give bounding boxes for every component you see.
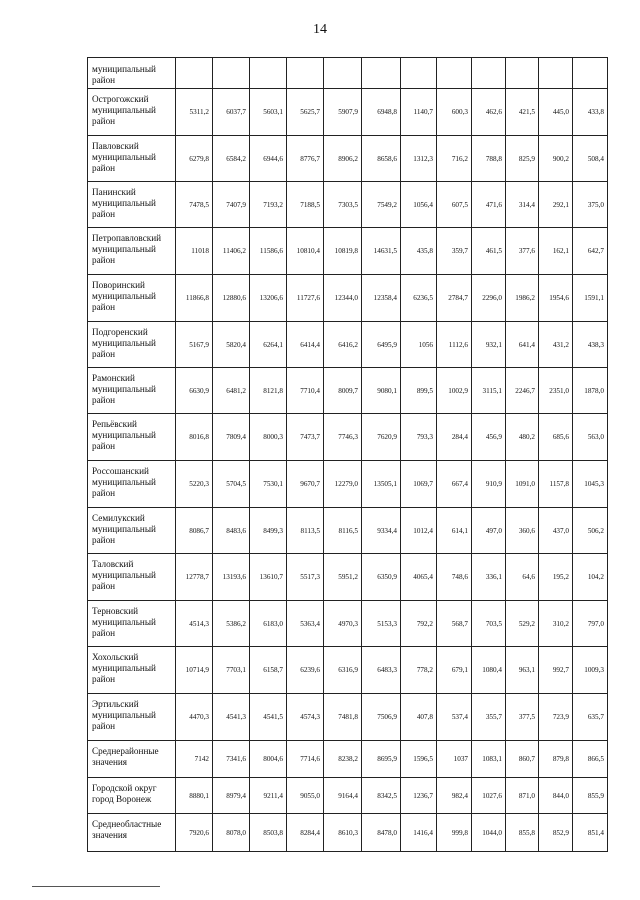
table-row: [88, 275, 608, 322]
value-cell: 855,9: [573, 778, 608, 814]
value-cell: 7188,5: [287, 182, 324, 228]
value-cell: 310,2: [539, 601, 573, 647]
value-cell: 5220,3: [176, 461, 213, 508]
value-cell: 5625,7: [287, 89, 324, 136]
value-cell: 195,2: [539, 554, 573, 601]
value-cell: 7341,6: [213, 741, 250, 778]
table-row: [88, 508, 608, 554]
value-cell: 716,2: [437, 136, 472, 182]
value-cell: [573, 58, 608, 89]
value-cell: 6630,9: [176, 368, 213, 414]
value-cell: 5363,4: [287, 601, 324, 647]
value-cell: 1012,4: [401, 508, 437, 554]
value-cell: 377,5: [506, 694, 539, 741]
value-cell: 635,7: [573, 694, 608, 741]
value-cell: 13610,7: [250, 554, 287, 601]
value-cell: 377,6: [506, 228, 539, 275]
value-cell: 10819,8: [324, 228, 362, 275]
row-name-cell: Семилукский муниципальный район: [88, 508, 176, 554]
value-cell: 8009,7: [324, 368, 362, 414]
table-row: [88, 368, 608, 414]
value-cell: 104,2: [573, 554, 608, 601]
value-cell: 8610,3: [324, 814, 362, 852]
value-cell: 855,8: [506, 814, 539, 852]
value-cell: 8284,4: [287, 814, 324, 852]
value-cell: 5517,3: [287, 554, 324, 601]
value-cell: 6236,5: [401, 275, 437, 322]
value-cell: 4970,3: [324, 601, 362, 647]
value-cell: 456,9: [472, 414, 506, 461]
value-cell: 11586,6: [250, 228, 287, 275]
value-cell: 797,0: [573, 601, 608, 647]
value-cell: 642,7: [573, 228, 608, 275]
table-row: [88, 694, 608, 741]
value-cell: 6416,2: [324, 322, 362, 368]
value-cell: 64,6: [506, 554, 539, 601]
value-cell: 13206,6: [250, 275, 287, 322]
row-name-cell: Петропавловский муниципальный район: [88, 228, 176, 275]
value-cell: 437,0: [539, 508, 573, 554]
value-cell: 1312,3: [401, 136, 437, 182]
value-cell: [250, 58, 287, 89]
value-cell: 4541,3: [213, 694, 250, 741]
value-cell: 7920,6: [176, 814, 213, 852]
value-cell: 568,7: [437, 601, 472, 647]
value-cell: 4574,3: [287, 694, 324, 741]
value-cell: 11866,8: [176, 275, 213, 322]
value-cell: [437, 58, 472, 89]
value-cell: 1591,1: [573, 275, 608, 322]
value-cell: 5603,1: [250, 89, 287, 136]
value-cell: 7710,4: [287, 368, 324, 414]
value-cell: 1140,7: [401, 89, 437, 136]
value-cell: 7303,5: [324, 182, 362, 228]
value-cell: 852,9: [539, 814, 573, 852]
value-cell: 748,6: [437, 554, 472, 601]
value-cell: 6414,4: [287, 322, 324, 368]
value-cell: 1157,8: [539, 461, 573, 508]
value-cell: [539, 58, 573, 89]
value-cell: 462,6: [472, 89, 506, 136]
value-cell: 871,0: [506, 778, 539, 814]
value-cell: 1044,0: [472, 814, 506, 852]
value-cell: 9055,0: [287, 778, 324, 814]
value-cell: 5704,5: [213, 461, 250, 508]
value-cell: 788,8: [472, 136, 506, 182]
value-cell: 563,0: [573, 414, 608, 461]
value-cell: 1596,5: [401, 741, 437, 778]
value-cell: 292,1: [539, 182, 573, 228]
table-body: [88, 58, 608, 852]
value-cell: [362, 58, 401, 89]
row-name-cell: Среднеобластные значения: [88, 814, 176, 852]
value-cell: 7481,8: [324, 694, 362, 741]
table-row: [88, 647, 608, 694]
value-cell: 438,3: [573, 322, 608, 368]
value-cell: 480,2: [506, 414, 539, 461]
value-cell: 932,1: [472, 322, 506, 368]
row-name-cell: Среднерайонные значения: [88, 741, 176, 778]
value-cell: 5167,9: [176, 322, 213, 368]
value-cell: 10714,9: [176, 647, 213, 694]
value-cell: 2246,7: [506, 368, 539, 414]
value-cell: 471,6: [472, 182, 506, 228]
value-cell: 6948,8: [362, 89, 401, 136]
value-cell: 4470,3: [176, 694, 213, 741]
value-cell: 7620,9: [362, 414, 401, 461]
value-cell: 8483,6: [213, 508, 250, 554]
value-cell: 963,1: [506, 647, 539, 694]
value-cell: 1954,6: [539, 275, 573, 322]
table-row: [88, 814, 608, 852]
value-cell: 162,1: [539, 228, 573, 275]
row-name-cell: Хохольский муниципальный район: [88, 647, 176, 694]
value-cell: 8880,1: [176, 778, 213, 814]
value-cell: 9334,4: [362, 508, 401, 554]
value-cell: 13193,6: [213, 554, 250, 601]
value-cell: 8342,5: [362, 778, 401, 814]
table-row: [88, 554, 608, 601]
value-cell: 899,5: [401, 368, 437, 414]
value-cell: 8776,7: [287, 136, 324, 182]
row-name-cell: Терновский муниципальный район: [88, 601, 176, 647]
value-cell: 3115,1: [472, 368, 506, 414]
value-cell: 8004,6: [250, 741, 287, 778]
value-cell: 355,7: [472, 694, 506, 741]
value-cell: 8086,7: [176, 508, 213, 554]
value-cell: 614,1: [437, 508, 472, 554]
value-cell: 992,7: [539, 647, 573, 694]
value-cell: 8121,8: [250, 368, 287, 414]
value-cell: 9080,1: [362, 368, 401, 414]
value-cell: 8116,5: [324, 508, 362, 554]
value-cell: 860,7: [506, 741, 539, 778]
value-cell: 7549,2: [362, 182, 401, 228]
value-cell: 679,1: [437, 647, 472, 694]
value-cell: 1056,4: [401, 182, 437, 228]
value-cell: 4065,4: [401, 554, 437, 601]
row-name-cell: Репьёвский муниципальный район: [88, 414, 176, 461]
footer-rule: [32, 886, 160, 887]
value-cell: [472, 58, 506, 89]
value-cell: 5820,4: [213, 322, 250, 368]
value-cell: 7530,1: [250, 461, 287, 508]
value-cell: 825,9: [506, 136, 539, 182]
row-name-cell: Павловский муниципальный район: [88, 136, 176, 182]
value-cell: 600,3: [437, 89, 472, 136]
value-cell: 375,0: [573, 182, 608, 228]
value-cell: 314,4: [506, 182, 539, 228]
table-row: [88, 741, 608, 778]
value-cell: 7473,7: [287, 414, 324, 461]
value-cell: 336,1: [472, 554, 506, 601]
row-name-cell: Острогожский муниципальный район: [88, 89, 176, 136]
value-cell: 6239,6: [287, 647, 324, 694]
value-cell: 12880,6: [213, 275, 250, 322]
value-cell: 2296,0: [472, 275, 506, 322]
row-name-cell: Городской округ город Воронеж: [88, 778, 176, 814]
value-cell: 1112,6: [437, 322, 472, 368]
value-cell: 12778,7: [176, 554, 213, 601]
value-cell: 5153,3: [362, 601, 401, 647]
value-cell: 982,4: [437, 778, 472, 814]
row-name-cell: Россошанский муниципальный район: [88, 461, 176, 508]
value-cell: 7478,5: [176, 182, 213, 228]
value-cell: 11727,6: [287, 275, 324, 322]
value-cell: 793,3: [401, 414, 437, 461]
value-cell: 8078,0: [213, 814, 250, 852]
value-cell: 1080,4: [472, 647, 506, 694]
value-cell: 9164,4: [324, 778, 362, 814]
value-cell: 5311,2: [176, 89, 213, 136]
value-cell: 1069,7: [401, 461, 437, 508]
value-cell: 6183,0: [250, 601, 287, 647]
value-cell: 12279,0: [324, 461, 362, 508]
table-row: [88, 414, 608, 461]
value-cell: 1045,3: [573, 461, 608, 508]
value-cell: 2784,7: [437, 275, 472, 322]
value-cell: 431,2: [539, 322, 573, 368]
value-cell: 12358,4: [362, 275, 401, 322]
value-cell: 497,0: [472, 508, 506, 554]
value-cell: [506, 58, 539, 89]
value-cell: 1986,2: [506, 275, 539, 322]
data-table: [87, 57, 608, 852]
value-cell: 8113,5: [287, 508, 324, 554]
table-row: [88, 89, 608, 136]
value-cell: 12344,0: [324, 275, 362, 322]
value-cell: 508,4: [573, 136, 608, 182]
value-cell: [324, 58, 362, 89]
value-cell: 8658,6: [362, 136, 401, 182]
value-cell: 6584,2: [213, 136, 250, 182]
value-cell: 703,5: [472, 601, 506, 647]
value-cell: 792,2: [401, 601, 437, 647]
value-cell: 13505,1: [362, 461, 401, 508]
value-cell: 910,9: [472, 461, 506, 508]
value-cell: 8016,8: [176, 414, 213, 461]
value-cell: 435,8: [401, 228, 437, 275]
value-cell: 5907,9: [324, 89, 362, 136]
value-cell: 284,4: [437, 414, 472, 461]
table-row: [88, 322, 608, 368]
value-cell: 1037: [437, 741, 472, 778]
value-cell: 6264,1: [250, 322, 287, 368]
value-cell: 506,2: [573, 508, 608, 554]
row-name-cell: Панинский муниципальный район: [88, 182, 176, 228]
value-cell: [401, 58, 437, 89]
value-cell: 6350,9: [362, 554, 401, 601]
value-cell: 7809,4: [213, 414, 250, 461]
value-cell: 1009,3: [573, 647, 608, 694]
value-cell: 407,8: [401, 694, 437, 741]
value-cell: 8499,3: [250, 508, 287, 554]
value-cell: 8695,9: [362, 741, 401, 778]
value-cell: 7703,1: [213, 647, 250, 694]
value-cell: 461,5: [472, 228, 506, 275]
value-cell: 6037,7: [213, 89, 250, 136]
value-cell: 11018: [176, 228, 213, 275]
row-name-cell: Подгоренский муниципальный район: [88, 322, 176, 368]
value-cell: 8238,2: [324, 741, 362, 778]
page-number: 14: [313, 22, 327, 37]
value-cell: 844,0: [539, 778, 573, 814]
value-cell: 2351,0: [539, 368, 573, 414]
value-cell: 1002,9: [437, 368, 472, 414]
value-cell: 723,9: [539, 694, 573, 741]
row-name-cell: Поворинский муниципальный район: [88, 275, 176, 322]
value-cell: 866,5: [573, 741, 608, 778]
value-cell: 1027,6: [472, 778, 506, 814]
value-cell: 6316,9: [324, 647, 362, 694]
value-cell: 1236,7: [401, 778, 437, 814]
row-name-cell: Рамонский муниципальный район: [88, 368, 176, 414]
value-cell: 685,6: [539, 414, 573, 461]
value-cell: 4541,5: [250, 694, 287, 741]
value-cell: 641,4: [506, 322, 539, 368]
row-name-cell: Эртильский муниципальный район: [88, 694, 176, 741]
value-cell: 6944,6: [250, 136, 287, 182]
value-cell: 421,5: [506, 89, 539, 136]
value-cell: 9670,7: [287, 461, 324, 508]
value-cell: [287, 58, 324, 89]
table-row: [88, 182, 608, 228]
table-row: [88, 461, 608, 508]
value-cell: 445,0: [539, 89, 573, 136]
value-cell: 8000,3: [250, 414, 287, 461]
table-row: [88, 601, 608, 647]
value-cell: 1083,1: [472, 741, 506, 778]
value-cell: 8503,8: [250, 814, 287, 852]
value-cell: 10810,4: [287, 228, 324, 275]
value-cell: 1091,0: [506, 461, 539, 508]
value-cell: 433,8: [573, 89, 608, 136]
value-cell: 4514,3: [176, 601, 213, 647]
value-cell: 5386,2: [213, 601, 250, 647]
table-row: [88, 778, 608, 814]
value-cell: 359,7: [437, 228, 472, 275]
value-cell: 7506,9: [362, 694, 401, 741]
value-cell: 7714,6: [287, 741, 324, 778]
table-row: [88, 58, 608, 89]
value-cell: 879,8: [539, 741, 573, 778]
value-cell: 900,2: [539, 136, 573, 182]
value-cell: 7142: [176, 741, 213, 778]
value-cell: 999,8: [437, 814, 472, 852]
value-cell: 6483,3: [362, 647, 401, 694]
value-cell: 9211,4: [250, 778, 287, 814]
value-cell: 6495,9: [362, 322, 401, 368]
value-cell: 607,5: [437, 182, 472, 228]
value-cell: 851,4: [573, 814, 608, 852]
row-name-cell: Таловский муниципальный район: [88, 554, 176, 601]
value-cell: 14631,5: [362, 228, 401, 275]
value-cell: 667,4: [437, 461, 472, 508]
value-cell: 11406,2: [213, 228, 250, 275]
value-cell: 6279,8: [176, 136, 213, 182]
value-cell: 8906,2: [324, 136, 362, 182]
value-cell: 1416,4: [401, 814, 437, 852]
value-cell: [176, 58, 213, 89]
value-cell: 7746,3: [324, 414, 362, 461]
value-cell: [213, 58, 250, 89]
table-row: [88, 136, 608, 182]
value-cell: 6158,7: [250, 647, 287, 694]
value-cell: 1056: [401, 322, 437, 368]
value-cell: 6481,2: [213, 368, 250, 414]
value-cell: 360,6: [506, 508, 539, 554]
value-cell: 1878,0: [573, 368, 608, 414]
value-cell: 8979,4: [213, 778, 250, 814]
value-cell: 7407,9: [213, 182, 250, 228]
value-cell: 7193,2: [250, 182, 287, 228]
table-row: [88, 228, 608, 275]
row-name-cell: муниципальный район: [88, 58, 176, 89]
value-cell: 529,2: [506, 601, 539, 647]
value-cell: 5951,2: [324, 554, 362, 601]
value-cell: 8478,0: [362, 814, 401, 852]
value-cell: 537,4: [437, 694, 472, 741]
value-cell: 778,2: [401, 647, 437, 694]
